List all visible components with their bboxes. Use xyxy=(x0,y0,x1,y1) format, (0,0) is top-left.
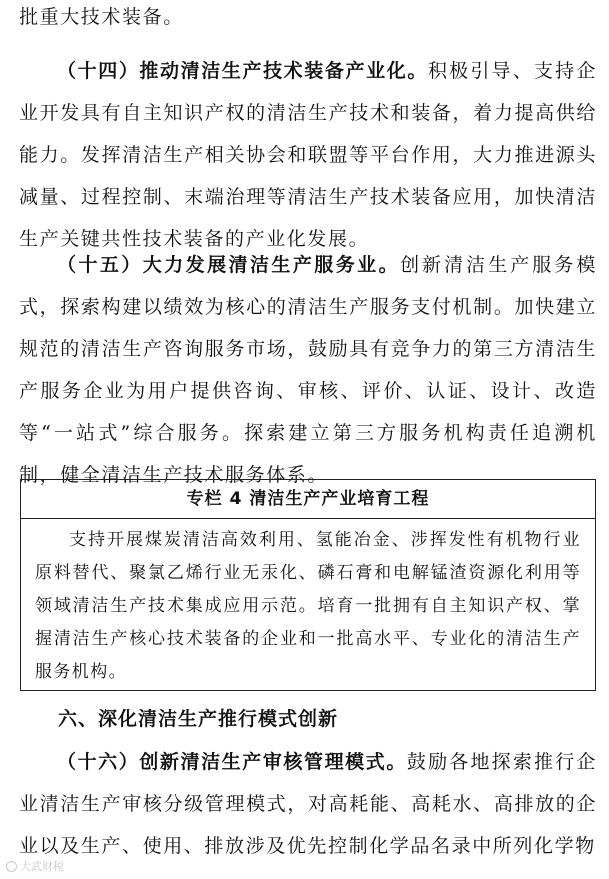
paragraph-14-label: （十四）推动清洁生产技术装备产业化。 xyxy=(57,60,428,82)
watermark-logo-icon xyxy=(6,861,17,872)
paragraph-16-text: 鼓励各地探索推行企业清洁生产审核分级管理模式，对高耗能、高耗水、高排放的企业以及生产、使用、排放涉及优先控制化学品名录中所列化学物 xyxy=(19,751,597,857)
paragraph-16 xyxy=(19,741,597,867)
watermark: 大武财税 xyxy=(6,858,64,874)
paragraph-16-label: （十六）创新清洁生产审核管理模式。 xyxy=(57,751,407,773)
paragraph-15-label: （十五）大力发展清洁生产服务业。 xyxy=(57,254,401,276)
section-heading: 六、深化清洁生产推行模式创新 xyxy=(58,708,339,730)
special-column-box xyxy=(20,479,596,691)
paragraph-continuation: 批重大技术装备。 xyxy=(19,6,184,28)
paragraph-15 xyxy=(19,244,597,496)
paragraph-14-text: 积极引导、支持企业开发具有自主知识产权的清洁生产技术和装备，着力提高供给能力。发挥清洁生产相关协会和联盟等平台作用，大力推进源头减量、过程控制、末端治理等清洁生产技术装备应用，加快清洁生产关键共性技术装备的产业化发展。 xyxy=(19,60,597,250)
special-column-body: 支持开展煤炭清洁高效利用、氢能冶金、涉挥发性有机物行业原料替代、聚氯乙烯行业无汞化、磷石膏和电解锰渣资源化利用等领域清洁生产技术集成应用示范。培育一批拥有自主知识产权、掌握清洁生产核心技术装备的企业和一批高水平、专业化的清洁生产服务机构。 xyxy=(35,530,581,682)
paragraph-15-text: 创新清洁生产服务模式，探索构建以绩效为核心的清洁生产服务支付机制。加快建立规范的清洁生产咨询服务市场，鼓励具有竞争力的第三方清洁生产服务企业为用户提供咨询、审核、评价、认证、设计、改造等“一站式”综合服务。探索建立第三方服务机构责任追溯机制，健全清洁生产技术服务体系。 xyxy=(19,254,597,486)
paragraph-14 xyxy=(19,50,597,260)
special-column-title: 专栏 4 清洁生产产业培育工程 xyxy=(21,480,595,519)
